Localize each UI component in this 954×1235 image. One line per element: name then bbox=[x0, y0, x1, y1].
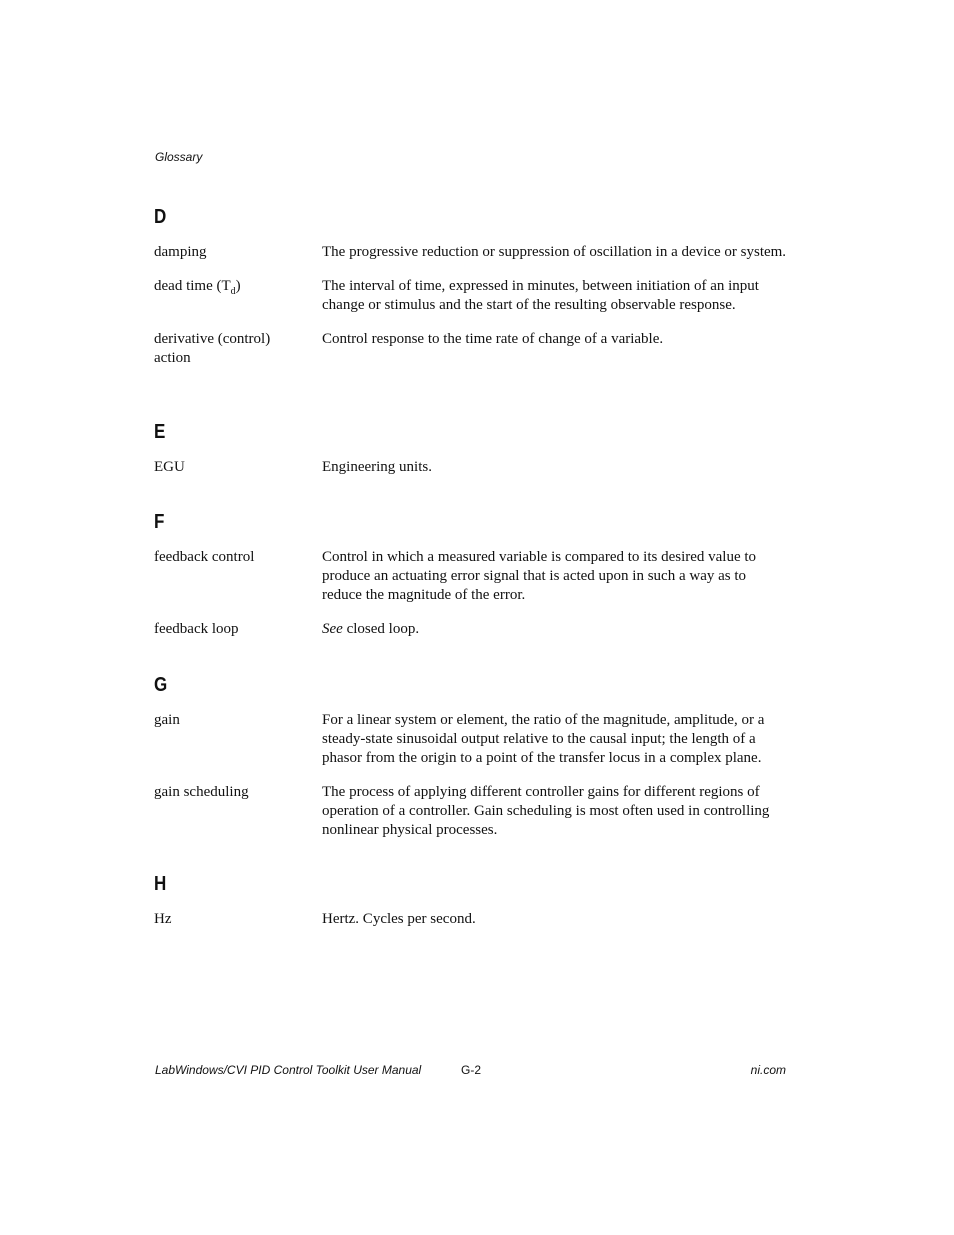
glossary-definition: The interval of time, expressed in minutes, between initiation of an input change or stimulus and the start of the resulting observable response. bbox=[322, 278, 759, 313]
section-letter: F bbox=[154, 511, 165, 533]
section-letter: H bbox=[154, 873, 167, 895]
section-letter: D bbox=[154, 206, 167, 228]
glossary-definition: Control in which a measured variable is compared to its desired value to produce an actuating error signal that is acted upon in such a way as to reduce the magnitude of the error. bbox=[322, 549, 757, 603]
glossary-section-e bbox=[154, 420, 794, 492]
footer-page-number: G-2 bbox=[461, 1063, 482, 1077]
term-subscript: d bbox=[230, 286, 236, 297]
glossary-section-f bbox=[154, 510, 794, 654]
footer-manual-title: LabWindows/CVI PID Control Toolkit User Manual bbox=[155, 1063, 422, 1077]
see-reference: See bbox=[322, 621, 343, 637]
glossary-entry bbox=[154, 783, 794, 840]
term-text: dead time (T bbox=[154, 278, 231, 294]
glossary-term bbox=[154, 277, 322, 315]
glossary-entry bbox=[154, 277, 794, 315]
glossary-term: damping bbox=[154, 244, 207, 260]
glossary-section-h bbox=[154, 872, 794, 944]
glossary-term: EGU bbox=[154, 459, 185, 475]
glossary-entry bbox=[154, 458, 794, 477]
glossary-entry bbox=[154, 243, 794, 262]
glossary-term: derivative (control) action bbox=[154, 331, 271, 366]
glossary-entry bbox=[154, 910, 794, 929]
glossary-section-d bbox=[154, 205, 794, 383]
glossary-term: feedback control bbox=[154, 549, 255, 565]
glossary-entry bbox=[154, 711, 794, 768]
cross-reference-text: closed loop. bbox=[342, 621, 420, 637]
glossary-term: feedback loop bbox=[154, 621, 239, 637]
section-letter: E bbox=[154, 421, 166, 443]
glossary-definition: Control response to the time rate of change of a variable. bbox=[322, 331, 664, 347]
glossary-term: gain bbox=[154, 712, 180, 728]
glossary-definition: The progressive reduction or suppression of oscillation in a device or system. bbox=[322, 244, 787, 260]
footer-website: ni.com bbox=[750, 1063, 786, 1077]
term-text-end: ) bbox=[235, 278, 241, 294]
glossary-definition: The process of applying different controller gains for different regions of operation of a controller. Gain scheduling is most often used in controlling nonlinear physical processes. bbox=[322, 784, 770, 838]
glossary-entry bbox=[154, 330, 794, 368]
running-head: Glossary bbox=[155, 150, 203, 164]
glossary-section-g bbox=[154, 673, 794, 855]
glossary-term: Hz bbox=[154, 911, 172, 927]
glossary-definition: Hertz. Cycles per second. bbox=[322, 911, 476, 927]
glossary-entry bbox=[154, 620, 794, 639]
glossary-entry bbox=[154, 548, 794, 605]
glossary-definition: For a linear system or element, the ratio of the magnitude, amplitude, or a steady-state sinusoidal output relative to the causal input; the length of a phasor from the origin to a point of the transfer locus in a complex plane. bbox=[322, 712, 765, 766]
glossary-definition: Engineering units. bbox=[322, 459, 432, 475]
section-letter: G bbox=[154, 674, 168, 696]
glossary-definition bbox=[322, 620, 788, 639]
glossary-term: gain scheduling bbox=[154, 784, 249, 800]
